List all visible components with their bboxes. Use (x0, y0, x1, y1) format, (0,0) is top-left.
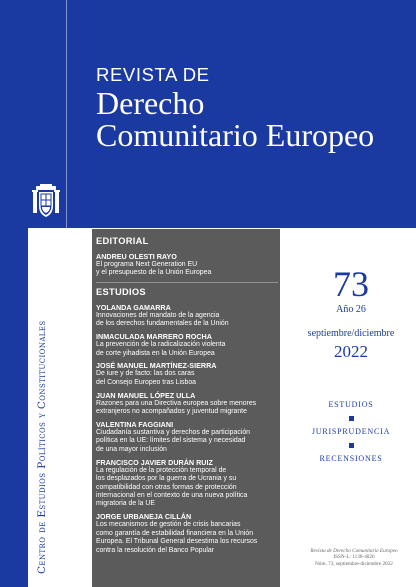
toc-author: YOLANDA GAMARRA (96, 302, 171, 312)
toc-title-line: Los mecanismos de gestión de crisis bancarias (96, 521, 241, 529)
toc-title-line: La regulación de la protección temporal de (96, 466, 227, 474)
estudios-heading: ESTUDIOS (96, 286, 146, 297)
toc-title-line: El programa Next Generation EU (96, 261, 198, 268)
cover-spine-band (0, 0, 28, 587)
cover-header-band (0, 0, 416, 228)
toc-title-line: y el presupuesto de la Unión Europea (96, 269, 212, 277)
journal-kicker: REVISTA DE (96, 64, 210, 85)
toc-title-line: extranjeros no acompañados y juventud migrante (96, 408, 247, 416)
toc-entry (96, 420, 278, 454)
toc-title-line: La prevención de la radicalización violenta (96, 341, 226, 349)
issue-number: 73 (333, 264, 369, 304)
toc-entry (96, 361, 278, 387)
toc-title-line: Ciudadanía sustantiva y derechos de participación (96, 429, 250, 437)
toc-author: FRANCISCO JAVIER DURÁN RUIZ (96, 457, 213, 467)
issue-year-label: Año 26 (336, 304, 366, 315)
journal-title-line2: Comunitario Europeo (96, 117, 375, 153)
toc-entry (96, 512, 278, 555)
section-estudios: ESTUDIOS (328, 400, 374, 409)
section-list (290, 400, 412, 464)
toc-title-line: Razones para una Directiva europea sobre menores (96, 399, 257, 407)
publication-footer (298, 548, 410, 567)
toc-entry (96, 458, 278, 509)
issue-period: septiembre/diciembre (307, 328, 395, 339)
spine-text: entro de Estudios Políticos y Constitucionales (36, 320, 48, 566)
editorial-list (96, 252, 278, 278)
footer-issn: ISSN-L: 1138-4026 (333, 554, 375, 561)
toc-title-line: Europea. El Tribunal General desestima los recursos (96, 538, 258, 546)
toc-title-line: como garantía de estabilidad financiera en la Unión (96, 529, 254, 537)
toc-title-line: los desplazados por la guerra de Ucrania y su (96, 475, 237, 483)
toc-title-line: migratoria de la UE (96, 500, 155, 508)
toc-title-line: contra la resolución del Banco Popular (96, 546, 214, 554)
footer-issue: Núm. 73, septiembre-diciembre 2022 (315, 560, 393, 567)
toc-title-line: política en la UE: límites del sistema y necesidad (96, 437, 246, 445)
toc-title-line: de una mayor inclusión (96, 445, 167, 453)
toc-author: INMACULADA MARRERO ROCHA (96, 332, 212, 342)
editorial-heading: EDITORIAL (96, 236, 149, 246)
estudios-list (96, 303, 278, 555)
issue-year: 2022 (334, 342, 368, 361)
section-jurisprudencia: JURISPRUDENCIA (311, 427, 391, 436)
toc-title-line: del Consejo Europeo tras Lisboa (96, 378, 196, 386)
section-bullet (349, 416, 354, 421)
toc-entry (96, 252, 278, 278)
toc-title-line: de corte yihadista en la Unión Europea (96, 349, 215, 357)
section-recensiones: RECENSIONES (319, 454, 383, 463)
toc-title-line: internacional en el contexto de una nueva política (96, 492, 248, 499)
toc-entry (96, 332, 278, 358)
toc-author: JOSÉ MANUEL MARTÍNEZ-SIERRA (96, 361, 217, 371)
journal-title-line1: Derecho (96, 85, 205, 121)
toc-title-line: De iure y de facto: las dos caras (96, 370, 195, 378)
toc-title-line: compatibilidad con otras formas de protección (96, 483, 237, 491)
spine-first-letter: C (36, 565, 48, 574)
toc-title-line: Innovaciones del mandato de la agencia (96, 311, 220, 319)
toc-entry (96, 303, 278, 329)
table-of-contents (96, 236, 278, 558)
toc-author: JORGE URBANEJA CILLÁN (96, 512, 192, 522)
footer-journal-name: Revista de Derecho Comunitario Europeo (310, 548, 398, 554)
header-vertical-rule (66, 0, 67, 228)
toc-author: VALENTINA FAGGIANI (96, 420, 174, 430)
spanish-coat-of-arms-icon (32, 184, 60, 220)
toc-title-line: de los derechos fundamentales de la Unión (96, 320, 229, 328)
toc-author: JUAN MANUEL LÓPEZ ULLA (96, 390, 196, 400)
section-divider (96, 282, 278, 283)
toc-entry (96, 391, 278, 417)
publisher-vertical-text (31, 234, 53, 574)
section-bullet (349, 443, 354, 448)
toc-author: ANDREU OLESTI RAYO (96, 252, 177, 261)
